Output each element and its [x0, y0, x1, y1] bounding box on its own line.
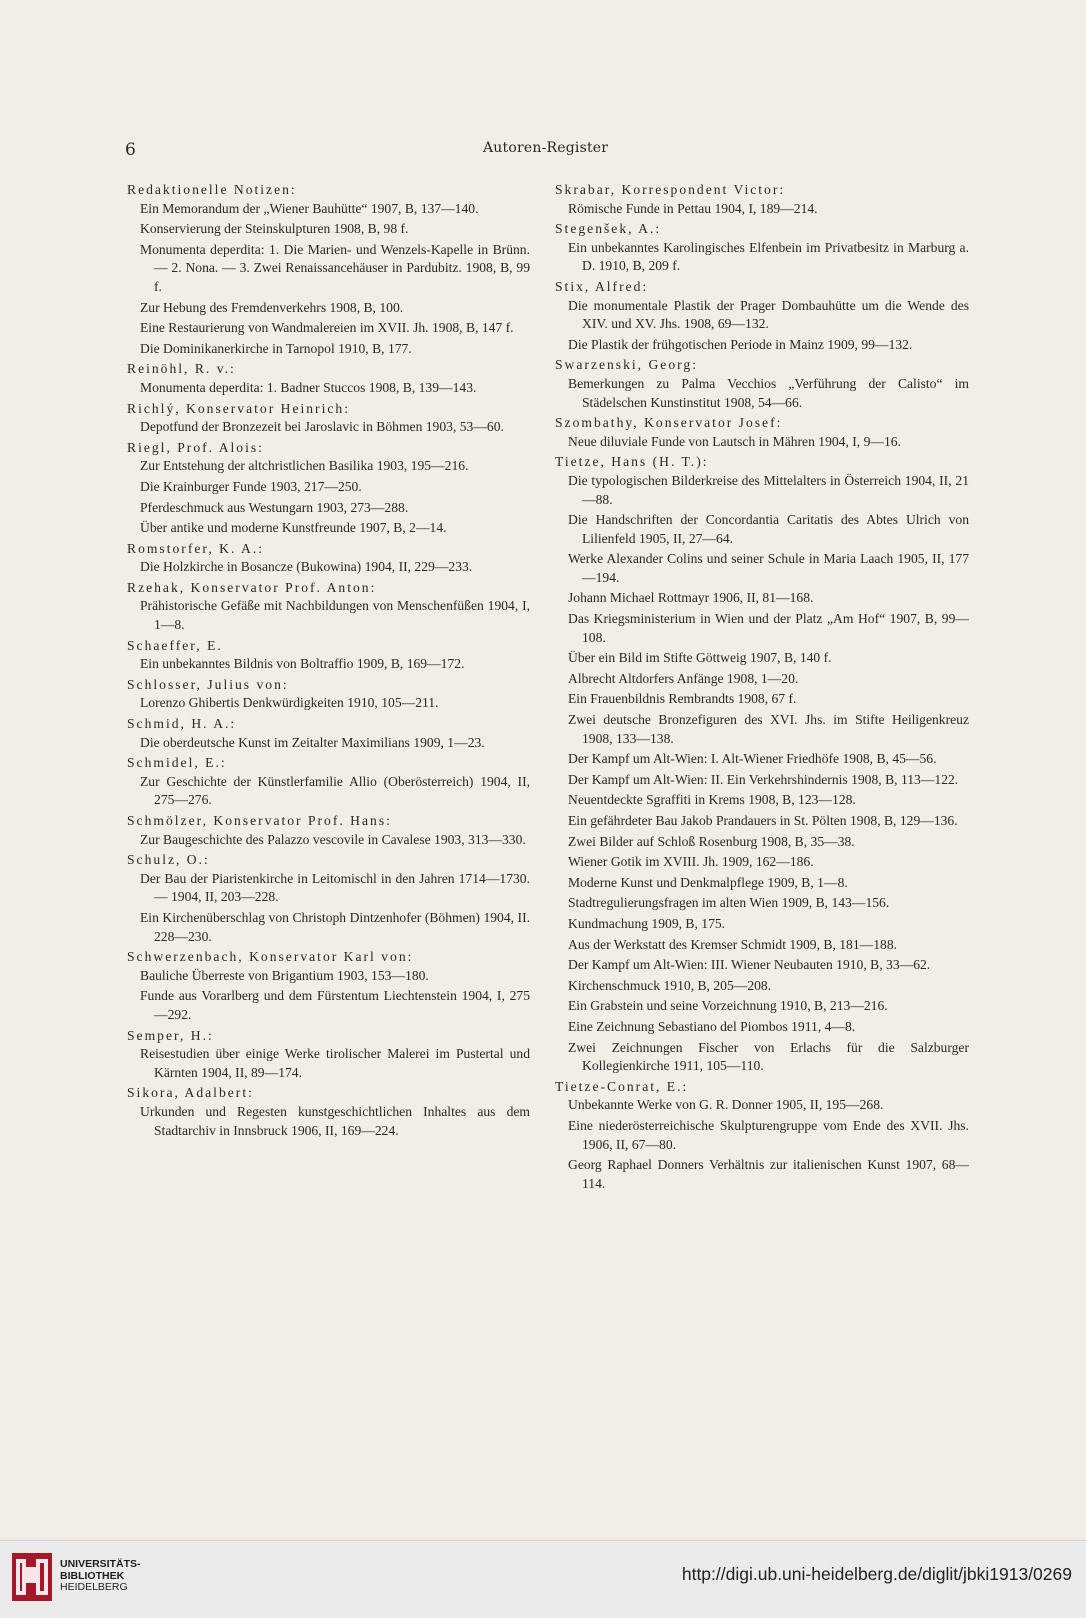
work-citation: Zur Entstehung der altchristlichen Basilika 1903, 195—216. — [140, 458, 469, 474]
author-heading: Schmidel, E.: — [127, 755, 227, 771]
work-citation: Eine Restaurierung von Wandmalereien im XVII. Jh. 1908, B, 147 f. — [140, 320, 514, 336]
work-citation: Die Handschriften der Concordantia Caritatis des Abtes Ulrich von Lilienfeld 1905, II, 27—64. — [568, 512, 969, 546]
author-heading: Tietze, Hans (H. T.): — [555, 454, 709, 470]
index-entry — [127, 181, 530, 358]
author-heading: Schaeffer, E. — [127, 637, 223, 653]
author-heading: Schmid, H. A.: — [127, 716, 237, 732]
work-citation: Neuentdeckte Sgraffiti in Krems 1908, B, 123—128. — [568, 792, 856, 808]
index-entry — [127, 360, 530, 397]
library-name — [60, 1559, 141, 1594]
permalink-url[interactable]: http://digi.ub.uni-heidelberg.de/diglit/jbki1913/0269 — [681, 1564, 1072, 1584]
work-citation: Zwei Bilder auf Schloß Rosenburg 1908, B, 35—38. — [568, 833, 855, 849]
work-citation: Stadtregulierungsfragen im alten Wien 1909, B, 143—156. — [568, 895, 890, 911]
work-citation: Funde aus Vorarlberg und dem Fürstentum Liechtenstein 1904, I, 275—292. — [140, 988, 530, 1022]
index-entry — [555, 220, 969, 276]
author-heading: Stegenšek, A.: — [555, 221, 662, 237]
work-citation: Ein Memorandum der „Wiener Bauhütte“ 1907, B, 137—140. — [140, 200, 479, 216]
work-citation: Das Kriegsministerium in Wien und der Platz „Am Hof“ 1907, B, 99—108. — [568, 611, 969, 645]
author-heading: Reinöhl, R. v.: — [127, 361, 236, 377]
work-citation: Der Kampf um Alt-Wien: III. Wiener Neubauten 1910, B, 33—62. — [568, 957, 931, 973]
work-citation: Monumenta deperdita: 1. Badner Stuccos 1908, B, 139—143. — [140, 379, 477, 395]
author-heading: Schmölzer, Konservator Prof. Hans: — [127, 813, 392, 828]
author-heading: Stix, Alfred: — [555, 278, 649, 294]
index-entry — [127, 715, 530, 752]
index-entry — [127, 1084, 530, 1140]
left-column — [127, 181, 530, 1142]
author-heading: Romstorfer, K. A.: — [127, 540, 265, 556]
work-citation: Bemerkungen zu Palma Vecchios „Verführung der Calisto“ im Städelschen Kunstinstitut 1908, 54—66. — [568, 375, 969, 410]
work-citation: Der Kampf um Alt-Wien: I. Alt-Wiener Friedhöfe 1908, B, 45—56. — [568, 751, 937, 767]
work-citation: Lorenzo Ghibertis Denkwürdigkeiten 1910, 105—211. — [140, 695, 439, 711]
work-citation: Bauliche Überreste von Brigantium 1903, 153—180. — [140, 967, 429, 983]
work-citation: Ein gefährdeter Bau Jakob Prandauers in St. Pölten 1908, B, 129—136. — [568, 813, 958, 828]
author-heading: Schwerzenbach, Konservator Karl von: — [127, 949, 414, 965]
work-citation: Johann Michael Rottmayr 1906, II, 81—168. — [568, 590, 814, 606]
work-citation: Unbekannte Werke von G. R. Donner 1905, II, 195—268. — [568, 1097, 884, 1113]
index-entry — [127, 637, 530, 674]
work-citation: Neue diluviale Funde von Lautsch in Mähren 1904, I, 9—16. — [568, 433, 901, 449]
work-citation: Monumenta deperdita: 1. Die Marien- und Wenzels-Kapelle in Brünn. — 2. Nona. — 3. Zwei Renaissancehäuser in Pardubitz. 1908, B, 99 f. — [140, 241, 530, 294]
author-heading: Richlý, Konservator Heinrich: — [127, 400, 350, 416]
index-entry — [127, 400, 530, 437]
index-entry — [127, 439, 530, 538]
work-citation: Die Plastik der frühgotischen Periode in Mainz 1909, 99—132. — [568, 336, 913, 352]
work-citation: Der Kampf um Alt-Wien: II. Ein Verkehrshindernis 1908, B, 113—122. — [568, 771, 959, 787]
index-entry — [127, 812, 530, 849]
work-citation: Ein Grabstein und seine Vorzeichnung 1910, B, 213—216. — [568, 998, 888, 1014]
work-citation: Zwei deutsche Bronzefiguren des XVI. Jhs. im Stifte Heiligenkreuz 1908, 133—138. — [568, 712, 969, 746]
work-citation: Zur Hebung des Fremdenverkehrs 1908, B, 100. — [140, 299, 404, 315]
index-entry — [127, 948, 530, 1024]
author-heading: Schulz, O.: — [127, 852, 210, 868]
author-heading: Semper, H.: — [127, 1027, 214, 1043]
index-entry — [127, 540, 530, 577]
author-heading: Riegl, Prof. Alois: — [127, 439, 264, 455]
work-citation: Aus der Werkstatt des Kremser Schmidt 1909, B, 181—188. — [568, 936, 898, 952]
author-heading: Tietze-Conrat, E.: — [555, 1078, 689, 1094]
work-citation: Albrecht Altdorfers Anfänge 1908, 1—20. — [568, 670, 799, 686]
work-citation: Die oberdeutsche Kunst im Zeitalter Maximilians 1909, 1—23. — [140, 734, 485, 750]
work-citation: Georg Raphael Donners Verhältnis zur italienischen Kunst 1907, 68—114. — [568, 1157, 969, 1191]
work-citation: Die monumentale Plastik der Prager Dombauhütte um die Wende des XIV. und XV. Jhs. 1908, 69—132. — [568, 297, 969, 332]
author-heading: Sikora, Adalbert: — [127, 1085, 254, 1101]
work-citation: Über antike und moderne Kunstfreunde 1907, B, 2—14. — [140, 520, 447, 536]
work-citation: Ein unbekanntes Bildnis von Boltraffio 1909, B, 169—172. — [140, 656, 465, 672]
index-entry — [555, 181, 969, 218]
work-citation: Zur Baugeschichte des Palazzo vescovile in Cavalese 1903, 313—330. — [140, 831, 526, 847]
work-citation: Ein unbekanntes Karolingisches Elfenbein im Privatbesitz in Marburg a. D. 1910, B, 209 f. — [568, 239, 969, 274]
index-entry — [127, 676, 530, 713]
author-heading: Redaktionelle Notizen: — [127, 182, 297, 197]
index-entry — [127, 851, 530, 946]
index-entry — [555, 356, 969, 412]
author-heading: Schlosser, Julius von: — [127, 676, 289, 692]
university-library-logo-icon — [12, 1553, 52, 1601]
work-citation: Reisestudien über einige Werke tirolischer Malerei im Pustertal und Kärnten 1904, II, 89—174. — [140, 1046, 530, 1080]
work-citation: Die typologischen Bilderkreise des Mittelalters in Österreich 1904, II, 21—88. — [568, 472, 969, 507]
index-entry — [127, 1027, 530, 1083]
work-citation: Die Dominikanerkirche in Tarnopol 1910, B, 177. — [140, 340, 412, 356]
work-citation: Ein Frauenbildnis Rembrandts 1908, 67 f. — [568, 691, 797, 707]
author-heading: Swarzenski, Georg: — [555, 357, 698, 373]
work-citation: Zwei Zeichnungen Fischer von Erlachs für die Salzburger Kollegienkirche 1911, 105—110. — [568, 1039, 969, 1074]
author-heading: Szombathy, Konservator Josef: — [555, 415, 783, 431]
work-citation: Ein Kirchenüberschlag von Christoph Dintzenhofer (Böhmen) 1904, II. 228—230. — [140, 909, 530, 944]
work-citation: Wiener Gotik im XVIII. Jh. 1909, 162—186. — [568, 854, 814, 870]
work-citation: Eine Zeichnung Sebastiano del Piombos 1911, 4—8. — [568, 1018, 856, 1034]
index-entry — [555, 414, 969, 451]
work-citation: Werke Alexander Colins und seiner Schule in Maria Laach 1905, II, 177—194. — [568, 551, 969, 585]
work-citation: Der Bau der Piaristenkirche in Leitomischl in den Jahren 1714—1730. — 1904, II, 203—228. — [140, 870, 530, 905]
index-entry — [127, 579, 530, 635]
running-head: Autoren-Register — [483, 140, 609, 156]
footer-bar — [0, 1540, 1086, 1618]
work-citation: Die Krainburger Funde 1903, 217—250. — [140, 478, 362, 494]
page-number: 6 — [125, 140, 136, 160]
library-name-line3: HEIDELBERG — [60, 1581, 128, 1593]
work-citation: Kundmachung 1909, B, 175. — [568, 915, 726, 931]
author-heading: Rzehak, Konservator Prof. Anton: — [127, 579, 377, 595]
work-citation: Zur Geschichte der Künstlerfamilie Allio (Oberösterreich) 1904, II, 275—276. — [140, 773, 530, 808]
right-column — [555, 181, 969, 1195]
work-citation: Eine niederösterreichische Skulpturengruppe vom Ende des XVII. Jhs. 1906, II, 67—80. — [568, 1117, 969, 1152]
library-name-line1: UNIVERSITÄTS- — [60, 1558, 141, 1570]
index-entry — [555, 278, 969, 354]
index-entry — [555, 1078, 969, 1194]
index-entry — [127, 754, 530, 810]
work-citation: Pferdeschmuck aus Westungarn 1903, 273—288. — [140, 499, 409, 515]
work-citation: Urkunden und Regesten kunstgeschichtlichen Inhaltes aus dem Stadtarchiv in Innsbruck 1906, II, 169—224. — [140, 1103, 530, 1138]
work-citation: Moderne Kunst und Denkmalpflege 1909, B, 1—8. — [568, 874, 848, 890]
work-citation: Die Holzkirche in Bosancze (Bukowina) 1904, II, 229—233. — [140, 559, 473, 575]
work-citation: Prähistorische Gefäße mit Nachbildungen von Menschenfüßen 1904, I, 1—8. — [140, 598, 530, 633]
index-entry — [555, 453, 969, 1075]
work-citation: Konservierung der Steinskulpturen 1908, B, 98 f. — [140, 221, 409, 237]
work-citation: Römische Funde in Pettau 1904, I, 189—214. — [568, 200, 818, 216]
library-name-line2: BIBLIOTHEK — [60, 1569, 125, 1582]
author-heading: Skrabar, Korrespondent Victor: — [555, 182, 786, 197]
work-citation: Depotfund der Bronzezeit bei Jaroslavic in Böhmen 1903, 53—60. — [140, 419, 504, 435]
work-citation: Kirchenschmuck 1910, B, 205—208. — [568, 977, 772, 993]
work-citation: Über ein Bild im Stifte Göttweig 1907, B, 140 f. — [568, 650, 832, 666]
